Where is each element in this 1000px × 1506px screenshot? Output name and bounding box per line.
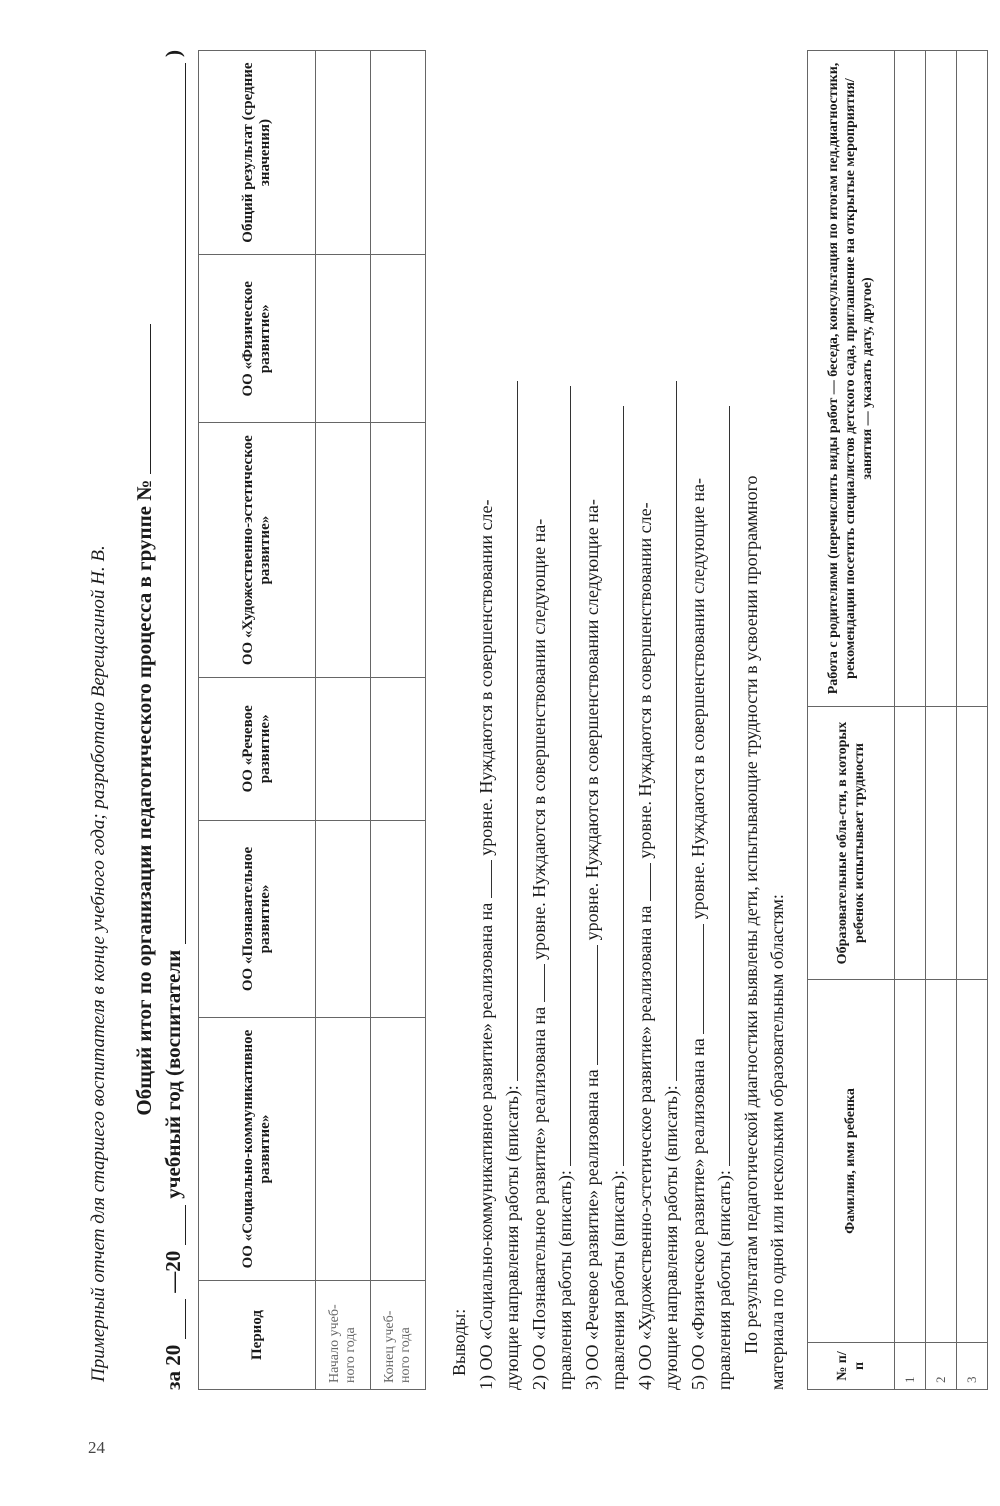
title-text: Общий итог по организации педагогического процесса в группе №	[132, 479, 156, 1116]
educators-blank	[165, 63, 186, 944]
table-cell	[316, 820, 371, 1017]
blank	[713, 406, 730, 1166]
header-total: Общий результат (средние значения)	[199, 51, 316, 255]
table-row	[925, 51, 956, 1390]
page-number: 24	[88, 1438, 105, 1457]
conclusion-3	[579, 50, 606, 1390]
table-cell	[894, 51, 925, 707]
final-paragraph-line-2: материала по одной или нескольким образовательным областям:	[767, 894, 787, 1390]
table-cell	[925, 707, 956, 980]
header-difficulty-areas: Образовательные обла-сти, в которых ребенок испытывает трудности	[807, 707, 894, 980]
final-paragraph-line-1: По результатам педагогической диагностики выявлены дети, испытывающие трудности в усвоении программного	[740, 475, 761, 1354]
subtitle-za: за 20	[161, 1344, 185, 1390]
conclusion-5-cont	[711, 50, 738, 1390]
subtitle-dash20: —20	[161, 1250, 185, 1293]
subtitle	[161, 50, 186, 1390]
conclusion-5	[685, 50, 712, 1390]
conclusion-1-text: 1) ОО «Социально-коммуникативное развитие» реализована на	[475, 902, 496, 1390]
conclusion-3-text2: уровне. Нуждаются в совершенствовании следующие на-	[581, 499, 602, 941]
conclusion-4-text3: дующие направления работы (вписать):	[661, 1085, 681, 1390]
table-cell	[956, 51, 987, 707]
conclusion-4-text: 4) ОО «Художественно-эстетическое развитие» реализована на	[634, 905, 655, 1390]
blank	[581, 945, 598, 1065]
header-social: ОО «Социально-коммуникативное развитие»	[199, 1018, 316, 1281]
blank	[687, 924, 704, 1034]
subtitle-year: учебный год (воспитатели	[161, 949, 185, 1199]
conclusion-1-text3: дующие направления работы (вписать):	[502, 1085, 522, 1390]
row-number: 1	[894, 1343, 925, 1390]
row-start-label: Начало учеб-ного года	[316, 1281, 371, 1390]
conclusion-2-text3: правления работы (вписать):	[555, 1170, 575, 1390]
table-cell	[371, 820, 426, 1017]
conclusion-5-text3: правления работы (вписать):	[714, 1170, 734, 1390]
conclusions	[446, 50, 791, 1390]
conclusion-3-text: 3) ОО «Речевое развитие» реализована на	[581, 1069, 602, 1390]
conclusion-2	[526, 50, 553, 1390]
conclusion-4-text2: уровне. Нуждаются в совершенствовании сле-	[634, 502, 655, 859]
page-title	[130, 50, 157, 1390]
caption: Примерный отчет для старшего воспитателя в конце учебного года; разработано Верещагиной Н. В.	[88, 545, 109, 1382]
header-parent-work: Работа с родителями (перечислить виды работ — беседа, консультация по итогам пед.диагностики, рекомендации посетить специалистов детского сада, приглашение на открытые мероприятия/занятия — указать дату, другое)	[807, 51, 894, 707]
blank	[501, 381, 518, 1081]
conclusion-3-text3: правления работы (вписать):	[608, 1170, 628, 1390]
children-table	[807, 50, 988, 1390]
blank	[660, 381, 677, 1081]
summary-table	[198, 50, 426, 1390]
group-number-blank	[130, 324, 151, 474]
table-cell	[371, 677, 426, 820]
conclusion-2-text: 2) ОО «Познавательное развитие» реализована на	[528, 1006, 549, 1390]
header-art: ОО «Художественно-эстетическое развитие»	[199, 423, 316, 677]
blank	[528, 964, 545, 1002]
table-row	[956, 51, 987, 1390]
table-cell	[371, 255, 426, 423]
table-cell	[371, 51, 426, 255]
table-cell	[894, 707, 925, 980]
conclusions-heading: Выводы:	[449, 1308, 469, 1376]
header-period: Период	[199, 1281, 316, 1390]
table-cell	[371, 1018, 426, 1281]
year-end-blank	[165, 1205, 186, 1245]
header-physical: ОО «Физическое развитие»	[199, 255, 316, 423]
row-number: 2	[925, 1343, 956, 1390]
table-cell	[316, 51, 371, 255]
header-cognitive: ОО «Познавательное развитие»	[199, 820, 316, 1017]
header-speech: ОО «Речевое развитие»	[199, 677, 316, 820]
table-cell	[956, 707, 987, 980]
row-end-label: Конец учеб-ного года	[371, 1281, 426, 1390]
table-row	[371, 51, 426, 1390]
conclusion-5-text2: уровне. Нуждаются в совершенствовании следующие на-	[687, 477, 708, 920]
year-start-blank	[165, 1299, 186, 1339]
conclusion-1	[473, 50, 500, 1390]
conclusion-1-cont	[499, 50, 526, 1390]
blank	[634, 863, 651, 901]
table-cell	[925, 51, 956, 707]
table-cell	[316, 255, 371, 423]
table-cell	[316, 677, 371, 820]
table-row	[316, 51, 371, 1390]
children-header-row	[807, 51, 894, 1390]
conclusion-4-cont	[658, 50, 685, 1390]
summary-header-row	[199, 51, 316, 1390]
blank	[554, 386, 571, 1166]
rotated-page-content	[80, 50, 979, 1390]
table-cell	[925, 980, 956, 1343]
conclusion-2-text2: уровне. Нуждаются в совершенствовании следующие на-	[528, 518, 549, 960]
blank	[607, 406, 624, 1166]
conclusion-3-cont	[605, 50, 632, 1390]
header-child-name: Фамилия, имя ребенка	[807, 980, 894, 1343]
table-cell	[371, 423, 426, 677]
conclusion-2-cont	[552, 50, 579, 1390]
table-cell	[894, 980, 925, 1343]
table-row	[894, 51, 925, 1390]
subtitle-close: )	[161, 50, 185, 57]
table-cell	[316, 1018, 371, 1281]
conclusion-1-text2: уровне. Нуждаются в совершенствовании сле-	[475, 499, 496, 856]
row-number: 3	[956, 1343, 987, 1390]
header-number: № п/п	[807, 1343, 894, 1390]
conclusion-4	[632, 50, 659, 1390]
blank	[475, 860, 492, 898]
table-cell	[316, 423, 371, 677]
table-cell	[956, 980, 987, 1343]
conclusion-5-text: 5) ОО «Физическое развитие» реализована на	[687, 1038, 708, 1390]
